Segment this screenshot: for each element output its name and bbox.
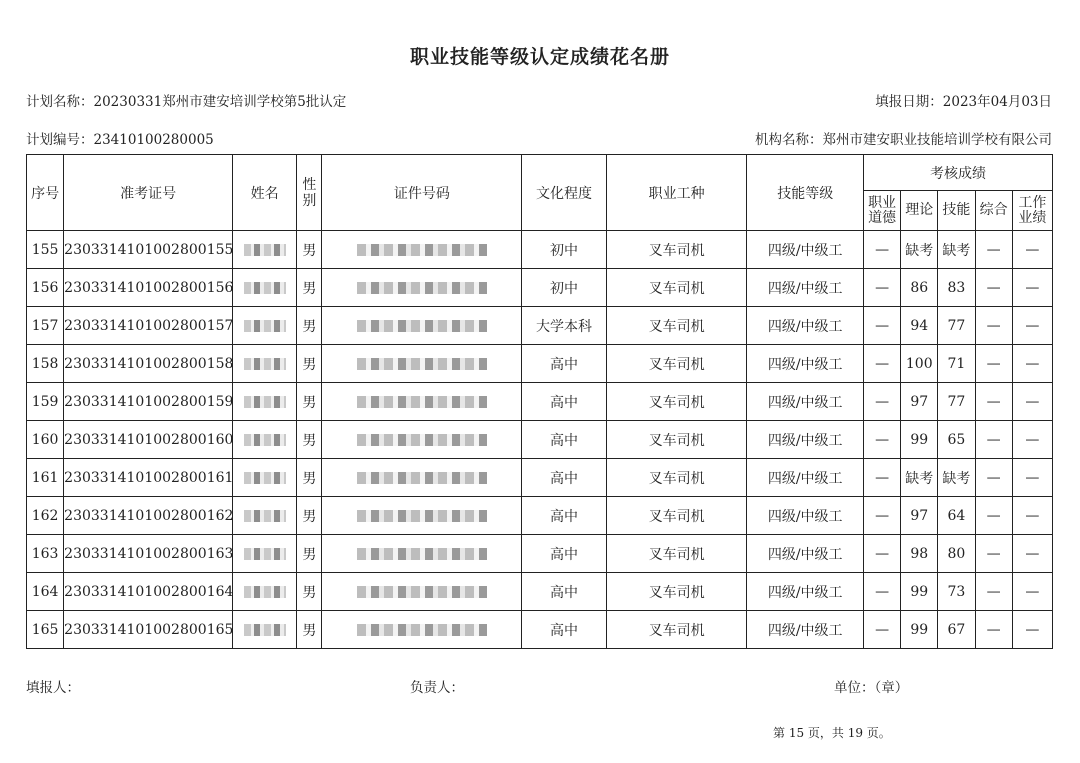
cell-theory: 98 <box>901 535 938 573</box>
cell-skill-level: 四级/中级工 <box>747 231 864 269</box>
cell-ticket-number: 2303314101002800157 <box>64 307 233 345</box>
cell-ethics: — <box>863 231 900 269</box>
unit-seal-label: 单位：（章） <box>834 680 909 696</box>
plan-name: 计划名称：20230331郑州市建安培训学校第5批认定 <box>26 94 347 110</box>
redacted-id-block <box>357 586 487 598</box>
redacted-id-block <box>357 358 487 370</box>
cell-seq: 163 <box>27 535 64 573</box>
cell-work-performance: — <box>1012 573 1052 611</box>
table-row <box>27 269 1053 307</box>
cell-overall: — <box>975 611 1012 649</box>
cell-theory: 94 <box>901 307 938 345</box>
cell-occupation: 叉车司机 <box>606 611 747 649</box>
cell-seq: 160 <box>27 421 64 459</box>
header-occupation: 职业工种 <box>606 155 747 231</box>
header-ethics: 职业道德 <box>863 191 900 231</box>
table-row <box>27 231 1053 269</box>
cell-education: 高中 <box>522 383 606 421</box>
cell-skill-level: 四级/中级工 <box>747 269 864 307</box>
cell-skill: 77 <box>938 383 975 421</box>
cell-education: 初中 <box>522 269 606 307</box>
cell-overall: — <box>975 383 1012 421</box>
cell-skill: 71 <box>938 345 975 383</box>
cell-skill: 80 <box>938 535 975 573</box>
cell-skill-level: 四级/中级工 <box>747 611 864 649</box>
cell-id-redacted <box>322 573 522 611</box>
cell-skill-level: 四级/中级工 <box>747 307 864 345</box>
cell-seq: 162 <box>27 497 64 535</box>
header-skill: 技能 <box>938 191 975 231</box>
table-row <box>27 459 1053 497</box>
cell-ethics: — <box>863 345 900 383</box>
cell-occupation: 叉车司机 <box>606 497 747 535</box>
cell-work-performance: — <box>1012 269 1052 307</box>
header-seq: 序号 <box>27 155 64 231</box>
cell-ticket-number: 2303314101002800155 <box>64 231 233 269</box>
cell-theory: 99 <box>901 573 938 611</box>
cell-id-redacted <box>322 269 522 307</box>
organization-name: 机构名称：郑州市建安职业技能培训学校有限公司 <box>755 132 1052 148</box>
cell-occupation: 叉车司机 <box>606 535 747 573</box>
cell-id-redacted <box>322 383 522 421</box>
cell-name-redacted <box>232 421 296 459</box>
redacted-id-block <box>357 396 487 408</box>
cell-id-redacted <box>322 611 522 649</box>
cell-seq: 155 <box>27 231 64 269</box>
cell-name-redacted <box>232 535 296 573</box>
cell-id-redacted <box>322 345 522 383</box>
plan-number: 计划编号：23410100280005 <box>26 132 214 148</box>
cell-ethics: — <box>863 611 900 649</box>
cell-occupation: 叉车司机 <box>606 383 747 421</box>
header-overall: 综合 <box>975 191 1012 231</box>
cell-seq: 158 <box>27 345 64 383</box>
cell-theory: 100 <box>901 345 938 383</box>
cell-gender: 男 <box>297 459 322 497</box>
redacted-name-block <box>244 282 286 294</box>
score-roster-table <box>26 154 1053 649</box>
cell-seq: 159 <box>27 383 64 421</box>
cell-ticket-number: 2303314101002800164 <box>64 573 233 611</box>
header-gender: 性别 <box>297 155 322 231</box>
cell-education: 高中 <box>522 535 606 573</box>
redacted-name-block <box>244 472 286 484</box>
cell-id-redacted <box>322 497 522 535</box>
cell-ethics: — <box>863 307 900 345</box>
cell-id-redacted <box>322 307 522 345</box>
cell-overall: — <box>975 269 1012 307</box>
cell-skill: 64 <box>938 497 975 535</box>
cell-theory: 99 <box>901 421 938 459</box>
cell-occupation: 叉车司机 <box>606 345 747 383</box>
cell-name-redacted <box>232 573 296 611</box>
cell-education: 大学本科 <box>522 307 606 345</box>
cell-name-redacted <box>232 611 296 649</box>
document-title: 职业技能等级认定成绩花名册 <box>409 46 670 68</box>
cell-seq: 165 <box>27 611 64 649</box>
cell-work-performance: — <box>1012 421 1052 459</box>
table-row <box>27 497 1053 535</box>
cell-skill: 77 <box>938 307 975 345</box>
cell-education: 初中 <box>522 231 606 269</box>
cell-id-redacted <box>322 421 522 459</box>
redacted-id-block <box>357 624 487 636</box>
cell-work-performance: — <box>1012 535 1052 573</box>
cell-name-redacted <box>232 383 296 421</box>
cell-ethics: — <box>863 573 900 611</box>
cell-overall: — <box>975 497 1012 535</box>
responsible-label: 负责人： <box>410 680 464 696</box>
cell-seq: 156 <box>27 269 64 307</box>
cell-skill-level: 四级/中级工 <box>747 459 864 497</box>
cell-education: 高中 <box>522 611 606 649</box>
header-name: 姓名 <box>232 155 296 231</box>
cell-theory: 97 <box>901 497 938 535</box>
cell-gender: 男 <box>297 307 322 345</box>
cell-ticket-number: 2303314101002800162 <box>64 497 233 535</box>
cell-theory: 缺考 <box>901 459 938 497</box>
cell-occupation: 叉车司机 <box>606 421 747 459</box>
redacted-id-block <box>357 434 487 446</box>
cell-gender: 男 <box>297 269 322 307</box>
cell-work-performance: — <box>1012 383 1052 421</box>
cell-id-redacted <box>322 231 522 269</box>
cell-overall: — <box>975 231 1012 269</box>
cell-work-performance: — <box>1012 231 1052 269</box>
cell-ethics: — <box>863 269 900 307</box>
cell-skill: 缺考 <box>938 459 975 497</box>
cell-theory: 86 <box>901 269 938 307</box>
header-work-performance: 工作业绩 <box>1012 191 1052 231</box>
page-number: 第 15 页，共 19 页。 <box>773 726 891 740</box>
cell-education: 高中 <box>522 459 606 497</box>
cell-education: 高中 <box>522 345 606 383</box>
table-row <box>27 573 1053 611</box>
cell-skill: 65 <box>938 421 975 459</box>
header-theory: 理论 <box>901 191 938 231</box>
table-row <box>27 611 1053 649</box>
cell-overall: — <box>975 345 1012 383</box>
cell-gender: 男 <box>297 383 322 421</box>
cell-name-redacted <box>232 307 296 345</box>
cell-id-redacted <box>322 535 522 573</box>
cell-education: 高中 <box>522 497 606 535</box>
cell-name-redacted <box>232 269 296 307</box>
cell-occupation: 叉车司机 <box>606 573 747 611</box>
table-row <box>27 421 1053 459</box>
redacted-name-block <box>244 320 286 332</box>
cell-skill-level: 四级/中级工 <box>747 535 864 573</box>
cell-occupation: 叉车司机 <box>606 459 747 497</box>
redacted-id-block <box>357 548 487 560</box>
cell-overall: — <box>975 459 1012 497</box>
redacted-id-block <box>357 510 487 522</box>
cell-ticket-number: 2303314101002800163 <box>64 535 233 573</box>
cell-seq: 157 <box>27 307 64 345</box>
redacted-name-block <box>244 244 286 256</box>
cell-ticket-number: 2303314101002800158 <box>64 345 233 383</box>
cell-occupation: 叉车司机 <box>606 269 747 307</box>
cell-gender: 男 <box>297 611 322 649</box>
cell-occupation: 叉车司机 <box>606 307 747 345</box>
cell-ticket-number: 2303314101002800159 <box>64 383 233 421</box>
table-row <box>27 535 1053 573</box>
cell-gender: 男 <box>297 421 322 459</box>
cell-overall: — <box>975 307 1012 345</box>
cell-work-performance: — <box>1012 307 1052 345</box>
redacted-name-block <box>244 624 286 636</box>
cell-theory: 97 <box>901 383 938 421</box>
redacted-id-block <box>357 282 487 294</box>
redacted-id-block <box>357 472 487 484</box>
cell-skill-level: 四级/中级工 <box>747 497 864 535</box>
table-row <box>27 383 1053 421</box>
cell-seq: 164 <box>27 573 64 611</box>
cell-gender: 男 <box>297 535 322 573</box>
redacted-name-block <box>244 396 286 408</box>
cell-ethics: — <box>863 383 900 421</box>
cell-skill-level: 四级/中级工 <box>747 345 864 383</box>
cell-skill-level: 四级/中级工 <box>747 573 864 611</box>
table-row <box>27 345 1053 383</box>
cell-gender: 男 <box>297 497 322 535</box>
header-id-number: 证件号码 <box>322 155 522 231</box>
cell-ticket-number: 2303314101002800160 <box>64 421 233 459</box>
cell-ethics: — <box>863 535 900 573</box>
cell-id-redacted <box>322 459 522 497</box>
redacted-name-block <box>244 510 286 522</box>
cell-skill: 67 <box>938 611 975 649</box>
cell-occupation: 叉车司机 <box>606 231 747 269</box>
cell-theory: 缺考 <box>901 231 938 269</box>
cell-theory: 99 <box>901 611 938 649</box>
cell-ethics: — <box>863 459 900 497</box>
redacted-name-block <box>244 358 286 370</box>
cell-gender: 男 <box>297 573 322 611</box>
cell-ticket-number: 2303314101002800165 <box>64 611 233 649</box>
redacted-name-block <box>244 586 286 598</box>
header-assessment-scores: 考核成绩 <box>863 155 1052 191</box>
cell-skill: 83 <box>938 269 975 307</box>
cell-name-redacted <box>232 497 296 535</box>
header-education: 文化程度 <box>522 155 606 231</box>
header-skill-level: 技能等级 <box>747 155 864 231</box>
filler-label: 填报人： <box>26 680 80 696</box>
redacted-name-block <box>244 548 286 560</box>
cell-work-performance: — <box>1012 497 1052 535</box>
cell-work-performance: — <box>1012 345 1052 383</box>
cell-ticket-number: 2303314101002800161 <box>64 459 233 497</box>
cell-overall: — <box>975 573 1012 611</box>
cell-skill-level: 四级/中级工 <box>747 383 864 421</box>
cell-gender: 男 <box>297 345 322 383</box>
cell-overall: — <box>975 535 1012 573</box>
cell-overall: — <box>975 421 1012 459</box>
redacted-id-block <box>357 244 487 256</box>
header-ticket-number: 准考证号 <box>64 155 233 231</box>
cell-work-performance: — <box>1012 611 1052 649</box>
cell-seq: 161 <box>27 459 64 497</box>
report-date: 填报日期：2023年04月03日 <box>875 94 1052 110</box>
cell-skill-level: 四级/中级工 <box>747 421 864 459</box>
cell-education: 高中 <box>522 573 606 611</box>
cell-skill: 缺考 <box>938 231 975 269</box>
cell-skill: 73 <box>938 573 975 611</box>
cell-education: 高中 <box>522 421 606 459</box>
cell-ethics: — <box>863 497 900 535</box>
cell-work-performance: — <box>1012 459 1052 497</box>
cell-name-redacted <box>232 345 296 383</box>
cell-gender: 男 <box>297 231 322 269</box>
cell-name-redacted <box>232 231 296 269</box>
redacted-name-block <box>244 434 286 446</box>
cell-name-redacted <box>232 459 296 497</box>
table-row <box>27 307 1053 345</box>
redacted-id-block <box>357 320 487 332</box>
cell-ticket-number: 2303314101002800156 <box>64 269 233 307</box>
cell-ethics: — <box>863 421 900 459</box>
